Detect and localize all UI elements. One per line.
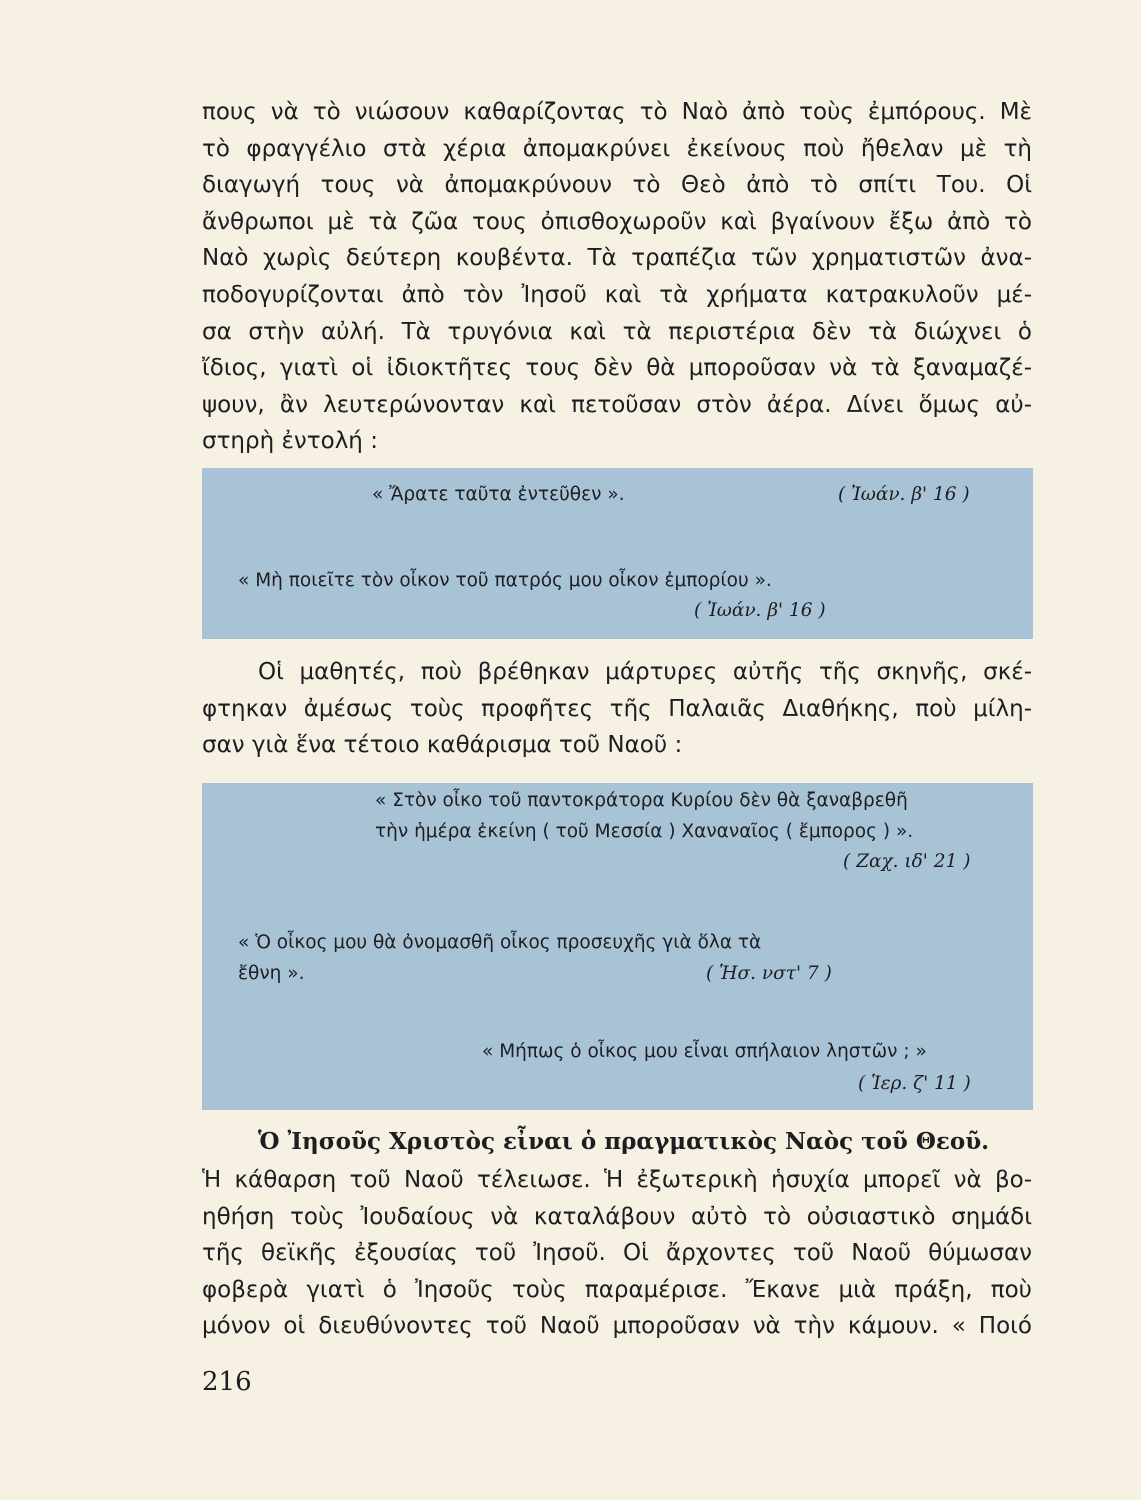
quote: « Μήπως ὁ οἶκος μου εἶναι σπήλαιον ληστῶν ; » (482, 1041, 927, 1062)
text-line: ἄνθρωποι μὲ τὰ ζῶα τους ὀπισθοχωροῦν καὶ βγαίνουν ἔξω ἀπὸ τὸ (202, 208, 1032, 235)
text-line: φοβερὰ γιατὶ ὁ Ἰησοῦς τοὺς παραμέρισε. Ἔκανε μιὰ πράξη, ποὺ (202, 1276, 1032, 1303)
quote-reference: ( Ἰωάν. β' 16 ) (838, 484, 970, 505)
text-line: μόνον οἱ διευθύνοντες τοῦ Ναοῦ μποροῦσαν νὰ τὴν κάμουν. « Ποιό (202, 1313, 1032, 1340)
quote-reference: ( Ἰωάν. β' 16 ) (694, 600, 826, 621)
text-line: ψουν, ἂν λευτερώνονταν καὶ πετοῦσαν στὸν ἀέρα. Δίνει ὅμως αὐ- (202, 391, 1032, 418)
quote-reference: ( Ζαχ. ιδ' 21 ) (843, 851, 971, 872)
quote: « Στὸν οἶκο τοῦ παντοκράτορα Κυρίου δὲν θὰ ξαναβρεθῆ (375, 790, 908, 811)
text-line: σαν γιὰ ἕνα τέτοιο καθάρισμα τοῦ Ναοῦ : (202, 732, 683, 759)
text-line: Ναὸ χωρὶς δεύτερη κουβέντα. Τὰ τραπέζια τῶν χρηματιστῶν ἀνα- (202, 245, 1032, 272)
text-line: τῆς θεϊκῆς ἐξουσίας τοῦ Ἰησοῦ. Οἱ ἄρχοντες τοῦ Ναοῦ θύμωσαν (202, 1240, 1032, 1267)
paragraph-1 (202, 94, 1032, 460)
text-line: σα στὴν αὐλή. Τὰ τρυγόνια καὶ τὰ περιστέρια δὲν τὰ διώχνει ὁ (202, 318, 1032, 345)
quote-box-1 (202, 468, 1033, 639)
text-line: ηθήση τοὺς Ἰουδαίους νὰ καταλάβουν αὐτὸ τὸ οὐσιαστικὸ σημάδι (202, 1203, 1032, 1230)
text-line: φτηκαν ἀμέσως τοὺς προφῆτες τῆς Παλαιᾶς Διαθήκης, ποὺ μίλη- (202, 695, 1032, 722)
quote: « Ὁ οἶκος μου θὰ ὀνομασθῆ οἶκος προσευχῆς γιὰ ὅλα τὰ (238, 932, 762, 953)
section-heading: Ὁ Ἰησοῦς Χριστὸς εἶναι ὁ πραγματικὸς Ναὸς τοῦ Θεοῦ. (258, 1128, 990, 1155)
quote-reference: ( Ἱερ. ζ' 11 ) (858, 1073, 971, 1094)
text-line: στηρὴ ἐντολή : (202, 428, 378, 455)
text-line: πους νὰ τὸ νιώσουν καθαρίζοντας τὸ Ναὸ ἀπὸ τοὺς ἐμπόρους. Μὲ (202, 99, 1032, 125)
paragraph-3 (202, 1162, 1032, 1345)
quote: « Μὴ ποιεῖτε τὸν οἶκον τοῦ πατρός μου οἶκον ἐμπορίου ». (238, 570, 772, 591)
text-line: διαγωγή τους νὰ ἀπομακρύνουν τὸ Θεὸ ἀπὸ τὸ σπίτι Του. Οἱ (202, 172, 1032, 199)
text-line: ἴδιος, γιατὶ οἱ ἰδιοκτῆτες τους δὲν θὰ μποροῦσαν νὰ τὰ ξαναμαζέ- (202, 355, 1032, 382)
paragraph-2 (202, 654, 1032, 764)
quote: τὴν ἡμέρα ἐκείνη ( τοῦ Μεσσία ) Χαναναῖος ( ἔμπορος ) ». (375, 821, 914, 842)
text-line: τὸ φραγγέλιο στὰ χέρια ἀπομακρύνει ἐκείνους ποὺ ἤθελαν μὲ τὴ (202, 135, 1032, 162)
text-line: Οἱ μαθητές, ποὺ βρέθηκαν μάρτυρες αὐτῆς τῆς σκηνῆς, σκέ- (258, 659, 1032, 685)
quote-reference: ( Ἡσ. νστ' 7 ) (706, 963, 832, 984)
text-line: ποδογυρίζονται ἀπὸ τὸν Ἰησοῦ καὶ τὰ χρήματα κατρακυλοῦν μέ- (202, 281, 1032, 308)
quote: « Ἄρατε ταῦτα ἐντεῦθεν ». (372, 484, 625, 505)
page-number: 216 (202, 1367, 252, 1397)
quote-box-2 (202, 783, 1033, 1110)
text-line: Ἡ κάθαρση τοῦ Ναοῦ τέλειωσε. Ἡ ἐξωτερικὴ ἡσυχία μπορεῖ νὰ βο- (202, 1167, 1032, 1193)
quote: ἔθνη ». (238, 963, 305, 984)
